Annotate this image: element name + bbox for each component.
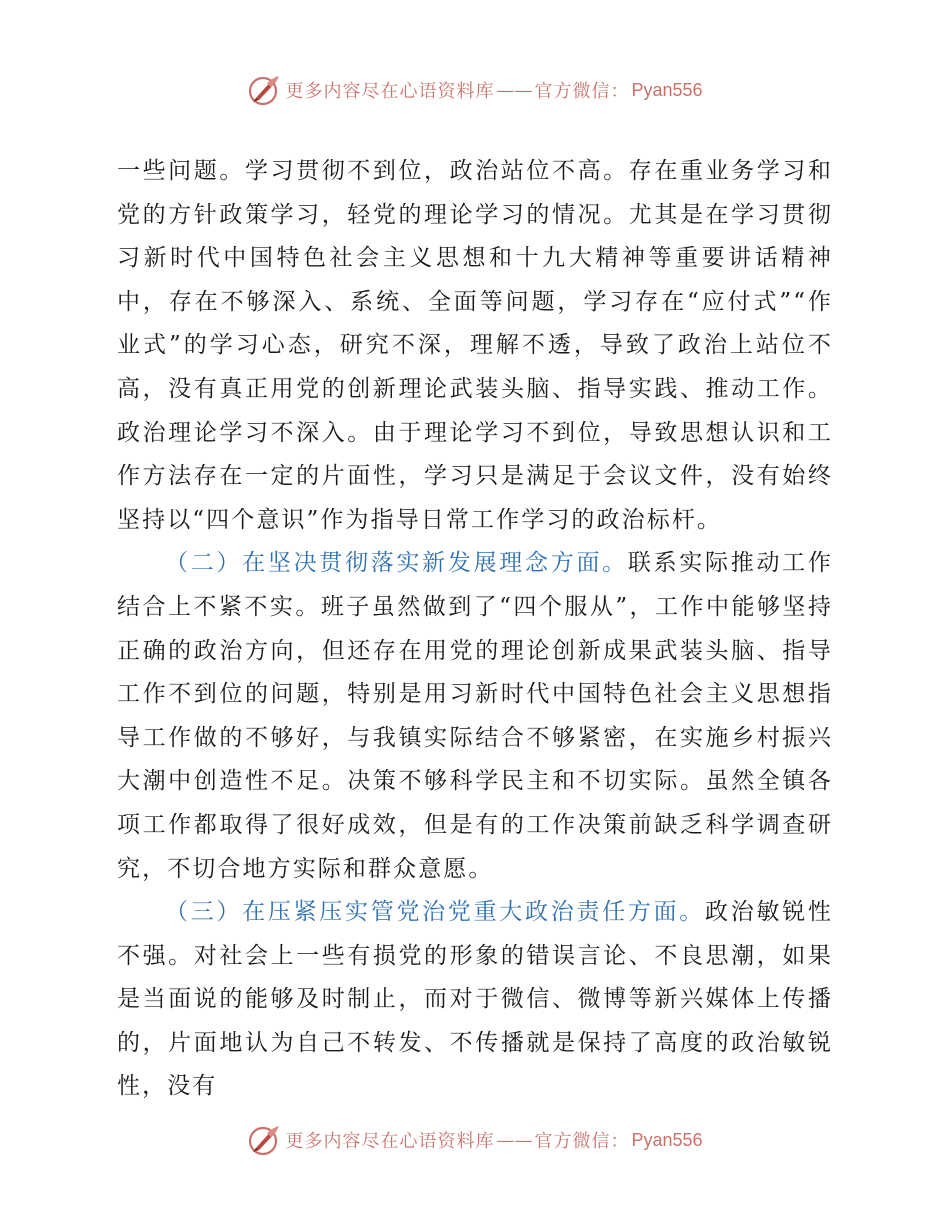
watermark-separator: —— (496, 1129, 533, 1151)
section-heading-2: （二）在坚决贯彻落实新发展理念方面。 (165, 550, 628, 577)
paragraph-2 (117, 542, 833, 891)
quill-pen-logo-icon (247, 73, 281, 107)
watermark-wechat-label: 官方微信： (534, 1131, 630, 1152)
paragraph-1 (117, 150, 833, 542)
paragraph-1-text: 一些问题。学习贯彻不到位，政治站位不高。存在重业务学习和党的方针政策学习，轻党的理论学习的情况。尤其是在学习贯彻习新时代中国特色社会主义思想和十九大精神等重要讲话精神中，存在不够深入、系统、全面等问题，学习存在“应付式”“作业式”的学习心态，研究不深，理解不透，导致了政治上站位不高，没有真正用党的创新理论武装头脑、指导实践、推动工作。政治理论学习不深入。由于理论学习不到位，导致思想认识和工作方法存在一定的片面性，学习只是满足于会议文件，没有始终坚持以“四个意识”作为指导日常工作学习的政治标杆。 (117, 158, 833, 533)
watermark-wechat-label: 官方微信： (534, 81, 630, 102)
paragraph-2-text: 联系实际推动工作结合上不紧不实。班子虽然做到了“四个服从”，工作中能够坚持正确的政治方向，但还存在用党的理论创新成果武装头脑、指导工作不到位的问题，特别是用习新时代中国特色社会主义思想指导工作做的不够好，与我镇实际结合不够紧密，在实施乡村振兴大潮中创造性不足。决策不够科学民主和不切实际。虽然全镇各项工作都取得了很好成效，但是有的工作决策前缺乏科学调查研究，不切合地方实际和群众意愿。 (117, 550, 833, 882)
document-body (117, 150, 833, 1109)
header-watermark (0, 72, 950, 108)
watermark-account: Pyan556 (631, 1129, 703, 1150)
watermark-separator: —— (496, 79, 533, 101)
watermark-account: Pyan556 (631, 79, 703, 100)
quill-pen-logo-icon (247, 1123, 281, 1157)
section-heading-3: （三）在压紧压实管党治党重大政治责任方面。 (165, 899, 706, 926)
paragraph-3-text: 政治敏锐性不强。对社会上一些有损党的形象的错误言论、不良思潮，如果是当面说的能够及时制止，而对于微信、微博等新兴媒体上传播的，片面地认为自己不转发、不传播就是保持了高度的政治敏锐性，没有 (117, 899, 833, 1100)
paragraph-3 (117, 891, 833, 1109)
footer-watermark (0, 1122, 950, 1158)
watermark-site-text: 更多内容尽在心语资料库 (285, 81, 495, 102)
watermark-site-text: 更多内容尽在心语资料库 (285, 1131, 495, 1152)
